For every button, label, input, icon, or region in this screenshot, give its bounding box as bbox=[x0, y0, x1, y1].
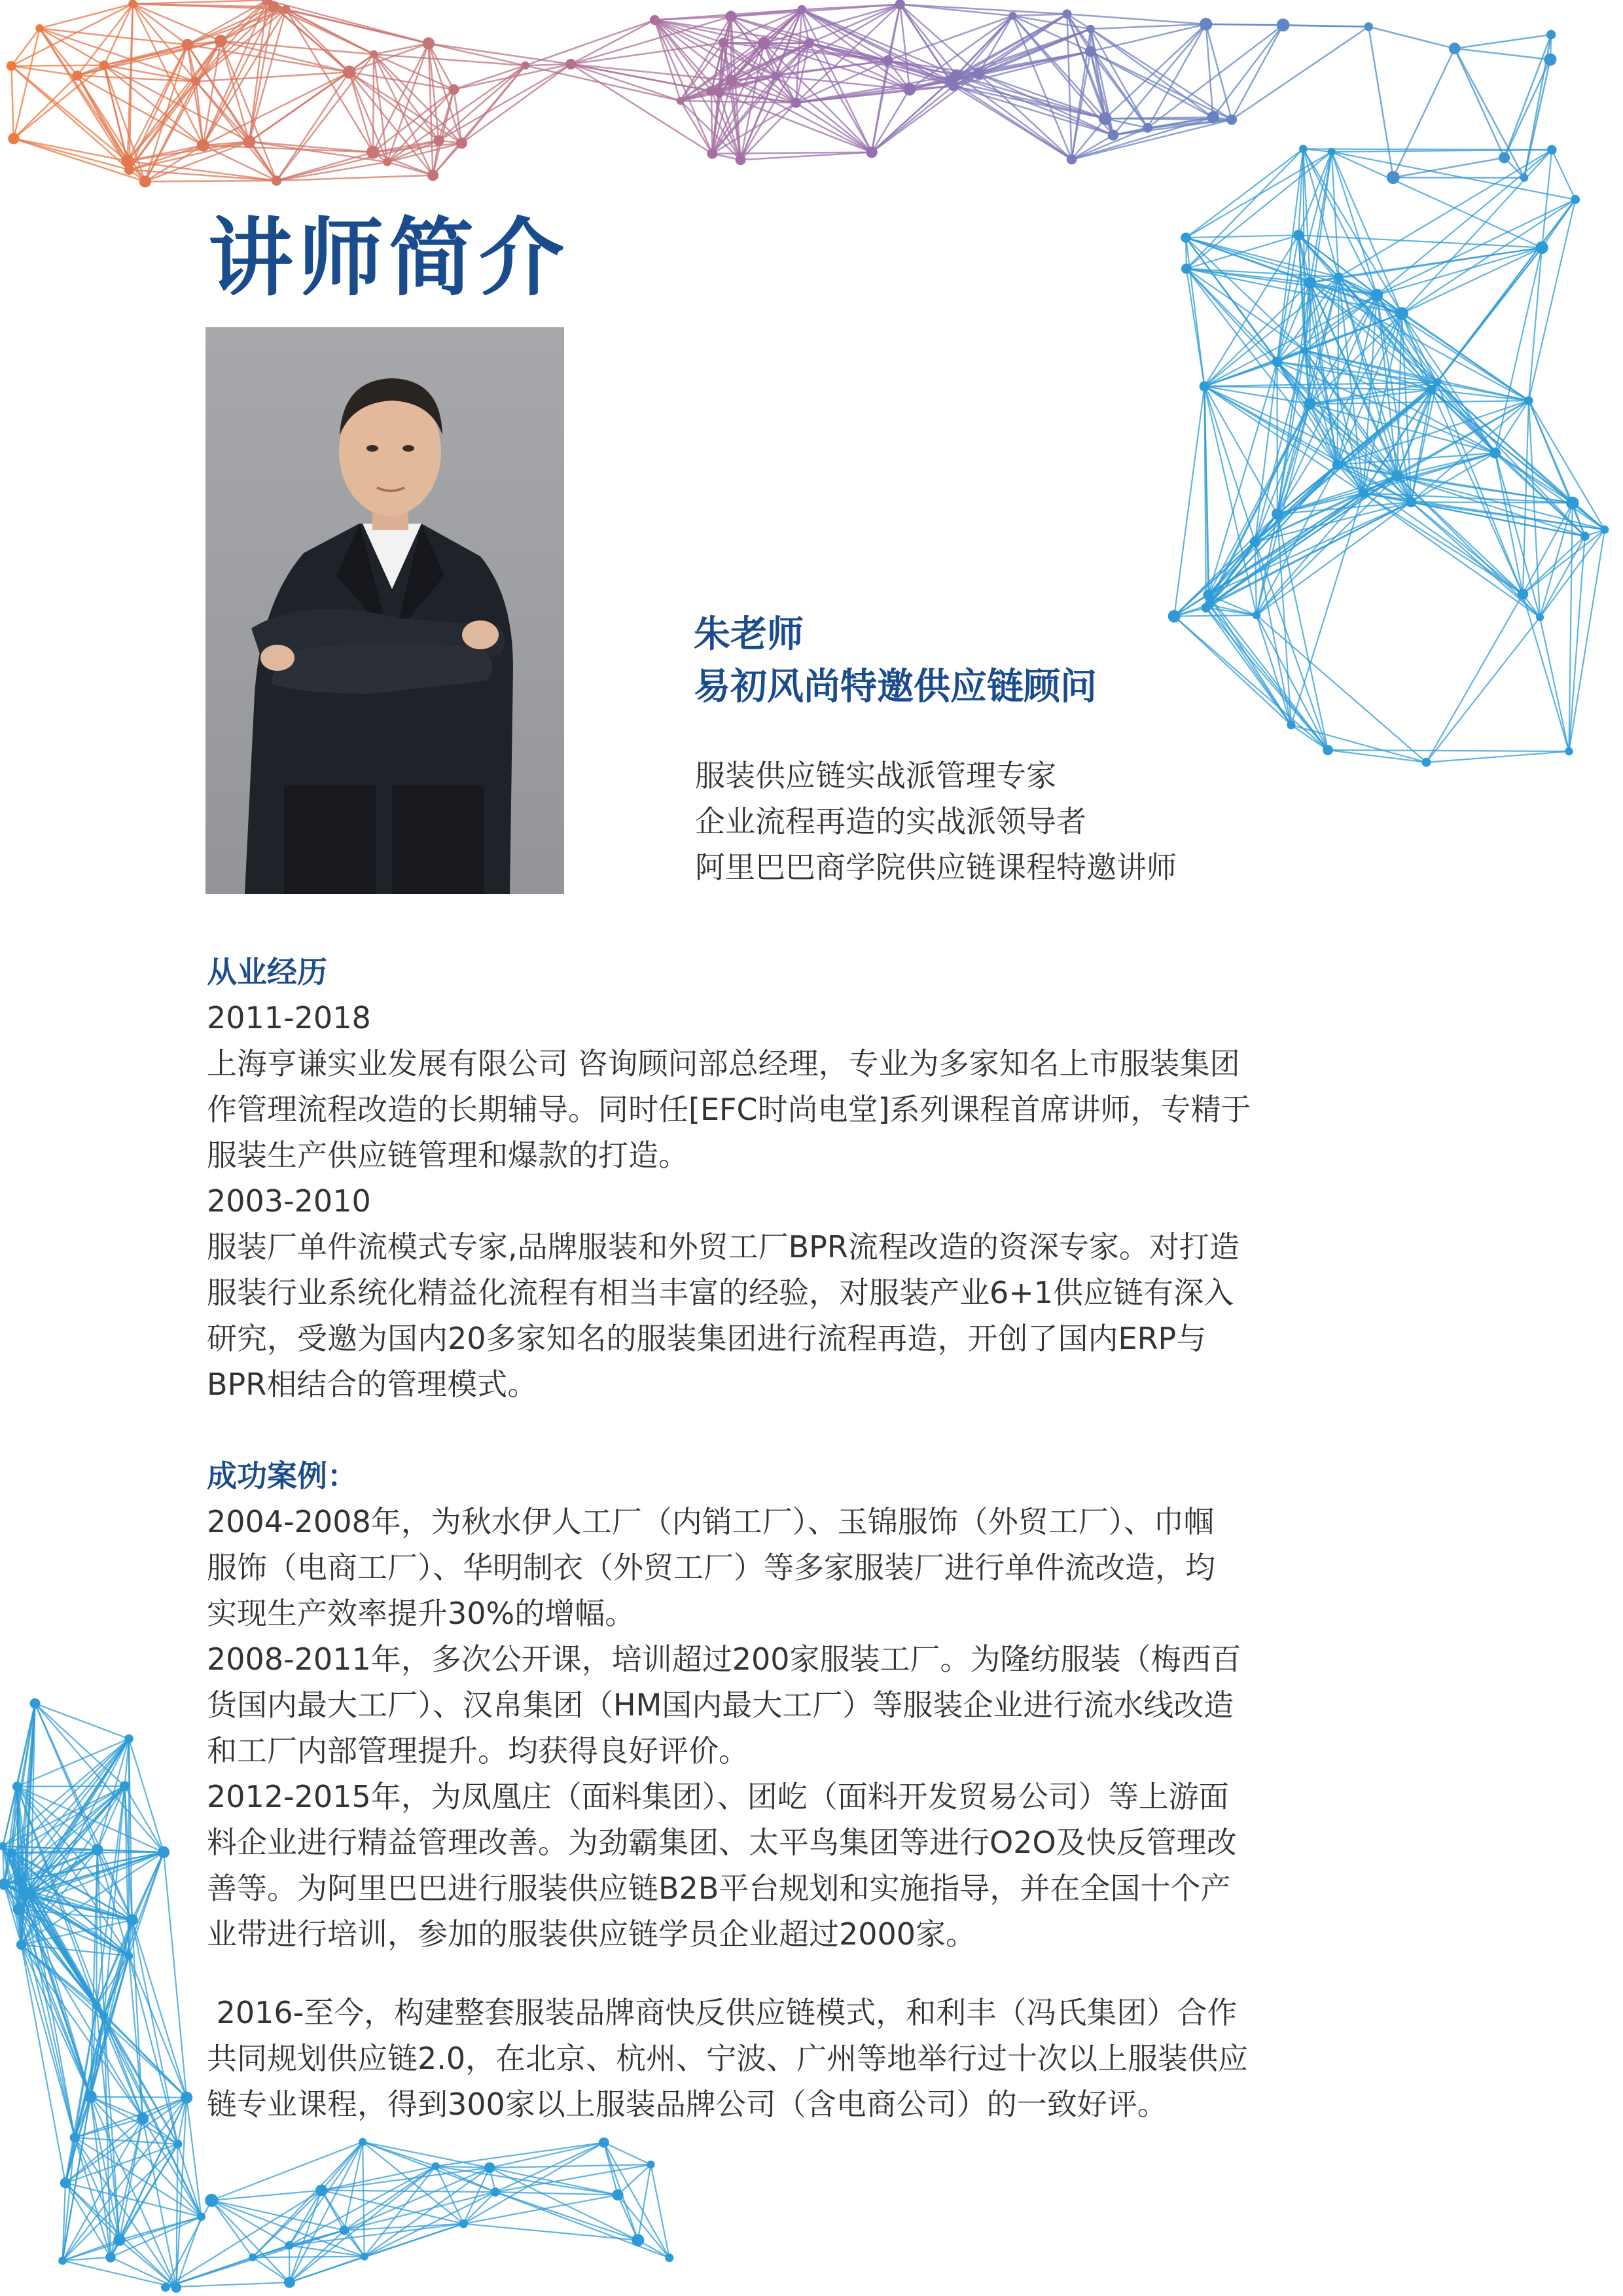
network-line bbox=[802, 10, 910, 90]
network-line bbox=[349, 72, 454, 90]
network-line bbox=[363, 2142, 365, 2257]
network-node bbox=[1207, 111, 1219, 124]
network-line bbox=[1332, 150, 1552, 152]
network-line bbox=[11, 65, 104, 66]
network-line bbox=[12, 1852, 164, 1853]
network-node bbox=[772, 71, 780, 80]
network-node bbox=[361, 2253, 368, 2261]
network-node bbox=[647, 2161, 654, 2168]
network-line bbox=[22, 1945, 91, 2096]
network-node bbox=[491, 2187, 500, 2197]
network-line bbox=[211, 2142, 363, 2200]
network-node bbox=[1517, 588, 1528, 600]
network-line bbox=[1455, 48, 1550, 60]
network-line bbox=[1455, 48, 1505, 158]
network-node bbox=[7, 1848, 16, 1857]
case-line: 货国内最大工厂）、汉帛集团（HM国内最大工厂）等服装企业进行流水线改造 bbox=[207, 1687, 1234, 1723]
network-node bbox=[1499, 152, 1510, 163]
network-node bbox=[315, 2185, 327, 2197]
network-node bbox=[124, 165, 134, 175]
experience-heading: 从业经历 bbox=[207, 954, 327, 990]
network-node bbox=[120, 1781, 130, 1791]
network-node bbox=[797, 5, 806, 14]
network-line bbox=[1013, 14, 1067, 16]
network-line bbox=[211, 2200, 289, 2282]
network-line bbox=[1174, 514, 1277, 616]
network-node bbox=[1524, 396, 1533, 404]
network-line bbox=[1291, 493, 1363, 725]
network-node bbox=[1546, 30, 1556, 39]
network-line bbox=[638, 2164, 651, 2240]
network-line bbox=[363, 2142, 490, 2168]
network-line bbox=[96, 1850, 98, 2006]
network-node bbox=[973, 68, 984, 79]
case-line: 2008-2011年，多次公开课，培训超过200家服装工厂。为隆纺服装（梅西百 bbox=[207, 1641, 1241, 1677]
network-line bbox=[1368, 27, 1393, 177]
network-node bbox=[1370, 289, 1383, 301]
network-line bbox=[872, 86, 954, 152]
network-node bbox=[124, 1734, 134, 1744]
network-node bbox=[726, 75, 738, 86]
experience-line: 服装厂单件流模式专家,品牌服装和外贸工厂BPR流程改造的资深专家。对打造 bbox=[207, 1229, 1240, 1265]
network-node bbox=[285, 2241, 294, 2250]
network-node bbox=[804, 38, 814, 48]
network-node bbox=[1395, 307, 1408, 320]
network-node bbox=[1571, 195, 1580, 204]
network-node bbox=[665, 2253, 673, 2262]
network-line bbox=[1332, 152, 1575, 200]
network-node bbox=[707, 149, 717, 159]
network-line bbox=[463, 2142, 603, 2223]
network-line bbox=[104, 41, 221, 65]
network-line bbox=[1368, 27, 1454, 48]
case-line: 服饰（电商工厂）、华明制衣（外贸工厂）等多家服装厂进行单件流改造，均 bbox=[207, 1550, 1215, 1585]
network-line bbox=[1402, 200, 1575, 314]
case-line: 共同规划供应链2.0，在北京、杭州、宁波、广州等地举行过十次以上服装供应 bbox=[207, 2041, 1249, 2076]
network-node bbox=[423, 37, 435, 49]
network-node bbox=[30, 1698, 41, 1709]
network-node bbox=[60, 2178, 71, 2188]
network-line bbox=[1283, 25, 1369, 27]
network-line bbox=[1186, 152, 1332, 269]
network-node bbox=[35, 24, 43, 32]
network-node bbox=[1250, 537, 1260, 547]
network-node bbox=[113, 2234, 125, 2246]
network-line bbox=[1505, 35, 1552, 158]
network-line bbox=[1072, 135, 1113, 159]
network-line bbox=[104, 65, 130, 170]
network-line bbox=[1529, 247, 1542, 401]
network-line bbox=[129, 1852, 164, 1956]
role-line: 服装供应链实战派管理专家 bbox=[695, 758, 1056, 793]
network-node bbox=[1334, 272, 1344, 281]
network-line bbox=[1204, 283, 1310, 386]
experience-line: 2011-2018 bbox=[207, 1000, 371, 1035]
network-line bbox=[1455, 48, 1524, 178]
network-node bbox=[1205, 600, 1214, 609]
network-node bbox=[366, 146, 380, 159]
network-line bbox=[1540, 536, 1585, 617]
network-line bbox=[166, 2191, 321, 2287]
network-line bbox=[1411, 502, 1585, 536]
network-node bbox=[1580, 531, 1590, 541]
network-node bbox=[1143, 123, 1152, 133]
network-node bbox=[1301, 347, 1309, 355]
network-node bbox=[272, 175, 282, 186]
network-line bbox=[1186, 235, 1298, 238]
network-line bbox=[1523, 594, 1569, 751]
network-node bbox=[8, 133, 19, 144]
network-line bbox=[1397, 314, 1402, 476]
network-node bbox=[1535, 242, 1548, 254]
experience-line: 2003-2010 bbox=[207, 1183, 371, 1219]
network-line bbox=[1529, 401, 1585, 536]
network-line bbox=[18, 1739, 129, 1882]
network-node bbox=[205, 2194, 218, 2207]
network-line bbox=[1540, 617, 1569, 751]
network-line bbox=[1298, 235, 1402, 314]
network-node bbox=[126, 1914, 138, 1926]
network-line bbox=[1090, 52, 1213, 118]
network-line bbox=[1436, 382, 1522, 594]
network-node bbox=[1332, 459, 1343, 470]
network-node bbox=[1427, 385, 1436, 395]
network-line bbox=[133, 0, 267, 4]
network-node bbox=[1108, 130, 1118, 140]
network-node bbox=[173, 2140, 183, 2149]
network-line bbox=[104, 1956, 129, 2015]
network-line bbox=[490, 2164, 651, 2168]
network-node bbox=[243, 135, 255, 148]
experience-line: 服装生产供应链管理和爆款的打造。 bbox=[207, 1138, 688, 1173]
network-node bbox=[1181, 232, 1191, 243]
network-node bbox=[736, 154, 746, 165]
network-node bbox=[139, 175, 151, 187]
network-node bbox=[1391, 471, 1402, 482]
network-node bbox=[1200, 381, 1210, 391]
network-node bbox=[161, 2283, 170, 2292]
content-body bbox=[207, 949, 1437, 2127]
network-node bbox=[432, 2162, 440, 2170]
network-line bbox=[1524, 60, 1550, 178]
network-line bbox=[651, 2164, 669, 2257]
network-node bbox=[521, 62, 529, 70]
instructor-photo bbox=[205, 327, 564, 894]
network-line bbox=[1328, 750, 1569, 751]
network-line bbox=[1523, 536, 1585, 594]
network-line bbox=[1411, 502, 1540, 617]
network-line bbox=[454, 90, 461, 143]
network-line bbox=[1426, 594, 1522, 762]
network-node bbox=[1008, 12, 1016, 20]
case-line: 料企业进行精益管理改善。为劲霸集团、太平鸟集团等进行O2O及快反管理改 bbox=[207, 1825, 1237, 1860]
network-node bbox=[70, 2132, 80, 2142]
network-node bbox=[599, 2138, 609, 2148]
experience-line: 服装行业系统化精益化流程有相当丰富的经验，对服装产业6+1供应链有深入 bbox=[207, 1275, 1234, 1310]
network-line bbox=[321, 2191, 495, 2193]
network-line bbox=[129, 1739, 164, 1852]
network-node bbox=[1203, 590, 1213, 600]
network-node bbox=[484, 2162, 495, 2174]
network-node bbox=[7, 61, 16, 71]
network-node bbox=[99, 60, 109, 70]
network-line bbox=[1328, 750, 1426, 762]
network-node bbox=[883, 55, 893, 65]
network-node bbox=[1304, 276, 1317, 289]
network-line bbox=[1298, 149, 1303, 236]
case-line: 实现生产效率提升30%的增幅。 bbox=[207, 1596, 635, 1631]
instructor-roles bbox=[695, 753, 1177, 890]
network-node bbox=[758, 37, 770, 49]
network-node bbox=[16, 1940, 27, 1950]
network-node bbox=[1536, 613, 1544, 621]
network-node bbox=[100, 2011, 108, 2019]
case-line: 善等。为阿里巴巴进行服装供应链B2B平台规划和实施指导，并在全国十个产 bbox=[207, 1871, 1231, 1906]
network-line bbox=[277, 72, 349, 181]
network-node bbox=[706, 86, 716, 96]
network-line bbox=[373, 54, 374, 152]
network-node bbox=[215, 35, 227, 47]
network-line bbox=[14, 65, 104, 139]
network-node bbox=[137, 2112, 149, 2124]
network-node bbox=[1323, 745, 1333, 755]
network-line bbox=[1186, 149, 1303, 238]
section-spacer bbox=[207, 1407, 1437, 1453]
network-line bbox=[1393, 48, 1455, 177]
network-line bbox=[221, 41, 349, 73]
network-line bbox=[1495, 401, 1529, 453]
network-line bbox=[438, 64, 571, 141]
network-line bbox=[1495, 453, 1605, 529]
network-node bbox=[359, 2138, 366, 2146]
network-node bbox=[1566, 497, 1578, 509]
network-line bbox=[253, 2257, 289, 2282]
network-line bbox=[1455, 35, 1551, 48]
network-node bbox=[1421, 758, 1431, 767]
network-line bbox=[711, 91, 712, 154]
network-node bbox=[18, 1890, 29, 1900]
network-line bbox=[1426, 751, 1569, 762]
network-node bbox=[459, 2219, 468, 2228]
network-line bbox=[211, 2200, 289, 2246]
network-node bbox=[1200, 18, 1212, 30]
network-line bbox=[1067, 14, 1205, 24]
network-line bbox=[14, 75, 77, 138]
network-node bbox=[1544, 53, 1556, 65]
network-node bbox=[650, 15, 660, 25]
network-node bbox=[13, 1876, 24, 1887]
page-title: 讲师简介 bbox=[208, 208, 570, 308]
network-node bbox=[105, 2252, 116, 2263]
network-node bbox=[192, 77, 200, 86]
network-node bbox=[1449, 43, 1461, 54]
network-line bbox=[187, 2098, 201, 2217]
network-node bbox=[1359, 488, 1368, 498]
network-line bbox=[1174, 386, 1204, 616]
role-line: 企业流程再造的实战派领导者 bbox=[695, 804, 1086, 839]
network-node bbox=[1489, 448, 1501, 459]
network-node bbox=[791, 98, 801, 108]
network-node bbox=[181, 39, 193, 50]
experience-line: 上海亨谦实业发展有限公司 咨询顾问部总经理，专业为多家知名上市服装集团 bbox=[207, 1046, 1240, 1081]
network-line bbox=[1232, 25, 1283, 120]
network-line bbox=[11, 66, 14, 139]
network-line bbox=[11, 4, 132, 66]
case-line: 2004-2008年，为秋水伊人工厂（内销工厂）、玉锦服饰（外贸工厂）、巾帼 bbox=[207, 1504, 1214, 1539]
network-line bbox=[776, 76, 872, 152]
network-line bbox=[1569, 529, 1605, 751]
role-line: 阿里巴巴商学院供应链课程特邀讲师 bbox=[695, 850, 1177, 885]
network-node bbox=[1168, 610, 1181, 622]
network-node bbox=[1272, 509, 1283, 520]
network-node bbox=[1304, 398, 1315, 410]
network-node bbox=[249, 2253, 257, 2261]
network-node bbox=[13, 1903, 25, 1915]
network-node bbox=[677, 97, 685, 105]
network-line bbox=[133, 4, 221, 41]
case-line: 和工厂内部管理提升。均获得良好评价。 bbox=[207, 1733, 749, 1768]
network-node bbox=[448, 84, 459, 95]
network-node bbox=[612, 2189, 623, 2200]
network-node bbox=[1067, 154, 1077, 165]
network-node bbox=[12, 1782, 22, 1791]
instructor-name: 朱老师 bbox=[694, 613, 804, 656]
network-line bbox=[1426, 617, 1540, 762]
network-line bbox=[22, 1945, 75, 2138]
network-node bbox=[1253, 611, 1261, 620]
paragraph-spacer bbox=[207, 1957, 1437, 1990]
experience-line: 作管理流程改造的长期辅导。同时任[EFC时尚电堂]系列课程首席讲师，专精于 bbox=[207, 1092, 1251, 1127]
case-line: 2012-2015年，为凤凰庄（面料集团）、团屹（面料开发贸易公司）等上游面 bbox=[207, 1779, 1229, 1814]
network-line bbox=[1232, 27, 1368, 120]
network-line bbox=[1332, 152, 1542, 247]
network-node bbox=[1062, 9, 1071, 18]
network-node bbox=[92, 1844, 103, 1856]
network-line bbox=[490, 2142, 604, 2168]
network-line bbox=[604, 2142, 618, 2195]
network-node bbox=[158, 1846, 169, 1858]
network-node bbox=[1277, 18, 1290, 31]
network-line bbox=[1529, 401, 1605, 529]
network-line bbox=[1206, 24, 1283, 25]
network-node bbox=[181, 2092, 192, 2104]
network-node bbox=[340, 2225, 349, 2234]
network-line bbox=[166, 2282, 289, 2287]
network-node bbox=[948, 81, 959, 92]
network-node bbox=[284, 2277, 295, 2288]
network-node bbox=[84, 2090, 97, 2103]
network-line bbox=[978, 73, 1071, 159]
network-node bbox=[725, 11, 736, 22]
experience-line: BPR相结合的管理模式。 bbox=[207, 1367, 538, 1402]
network-node bbox=[1099, 112, 1112, 125]
network-line bbox=[1310, 247, 1542, 282]
instructor-name-block bbox=[694, 609, 1097, 713]
network-line bbox=[1105, 24, 1206, 118]
network-node bbox=[125, 1952, 134, 1960]
network-line bbox=[1174, 615, 1257, 617]
network-node bbox=[1287, 721, 1295, 729]
network-node bbox=[456, 137, 467, 149]
network-node bbox=[427, 170, 438, 181]
network-node bbox=[1547, 145, 1557, 155]
network-node bbox=[1272, 357, 1282, 367]
network-node bbox=[282, 5, 291, 14]
network-line bbox=[211, 2191, 321, 2200]
network-node bbox=[1406, 497, 1416, 507]
network-node bbox=[383, 158, 391, 166]
network-node bbox=[370, 50, 378, 58]
network-node bbox=[1181, 264, 1192, 274]
network-line bbox=[40, 4, 133, 28]
network-line bbox=[75, 2015, 104, 2138]
network-node bbox=[72, 71, 82, 81]
network-node bbox=[58, 2257, 67, 2265]
network-node bbox=[92, 2002, 100, 2010]
network-node bbox=[1293, 230, 1304, 241]
case-line: 业带进行培训，参加的服装供应链学员企业超过2000家。 bbox=[207, 1916, 976, 1952]
cases-heading: 成功案例： bbox=[207, 1458, 357, 1494]
network-node bbox=[1328, 148, 1336, 156]
network-node bbox=[433, 135, 444, 145]
network-node bbox=[1226, 115, 1237, 125]
network-line bbox=[1257, 615, 1328, 750]
network-node bbox=[1433, 378, 1441, 387]
network-node bbox=[632, 2234, 644, 2246]
network-node bbox=[719, 38, 728, 48]
instructor-position: 易初风尚特邀供应链顾问 bbox=[694, 666, 1097, 708]
network-line bbox=[1402, 150, 1552, 314]
network-line bbox=[1072, 117, 1213, 159]
network-line bbox=[654, 20, 712, 154]
network-node bbox=[903, 83, 916, 96]
network-line bbox=[1208, 595, 1328, 750]
network-node bbox=[343, 65, 356, 79]
network-node bbox=[1299, 145, 1308, 153]
experience-line: 研究，受邀为国内20多家知名的服装集团进行流程再造，开创了国内ERP与 bbox=[207, 1321, 1207, 1356]
network-node bbox=[866, 147, 877, 158]
network-node bbox=[1086, 25, 1095, 33]
network-line bbox=[1505, 60, 1550, 158]
network-line bbox=[571, 43, 723, 64]
network-node bbox=[1085, 46, 1096, 57]
network-line bbox=[1552, 150, 1575, 200]
network-line bbox=[429, 43, 571, 64]
network-node bbox=[565, 59, 576, 69]
network-node bbox=[1364, 22, 1373, 31]
network-node bbox=[1565, 747, 1573, 755]
network-line bbox=[1257, 615, 1426, 762]
case-line: 链专业课程，得到300家以上服装品牌公司（含电商公司）的一致好评。 bbox=[207, 2087, 1168, 2122]
network-node bbox=[197, 139, 209, 152]
network-node bbox=[1601, 526, 1609, 534]
case-line: 2016-至今，构建整套服装品牌商快反供应链模式，和利丰（冯氏集团）合作 bbox=[207, 1995, 1238, 2030]
